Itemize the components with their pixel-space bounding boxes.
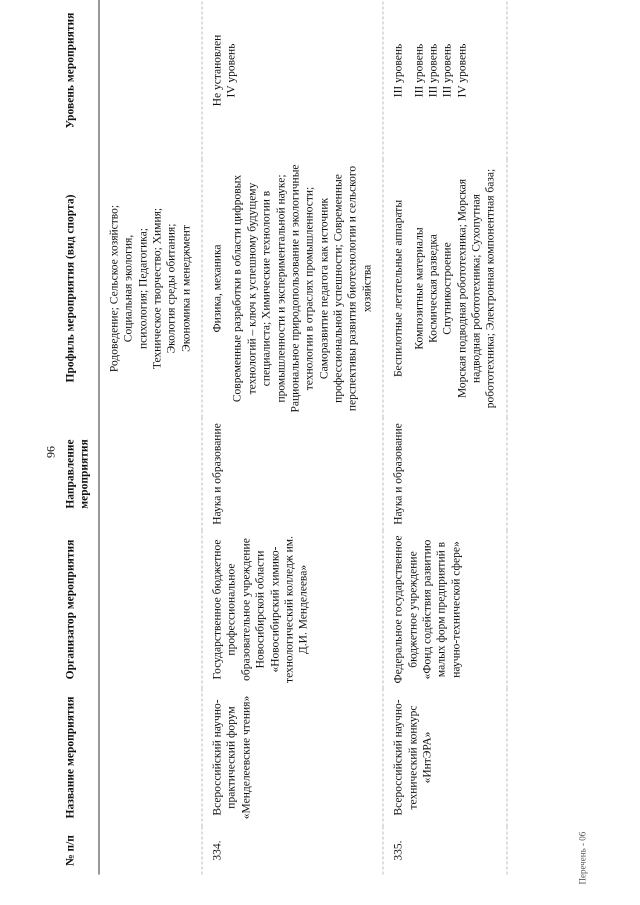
event-profile [383,160,507,418]
row-num: 335. [383,827,507,875]
header-organizer: Организатор мероприятия [58,531,99,689]
table-header-row [58,0,99,875]
events-table [58,0,508,875]
profile-item: Композитные материалы [413,227,425,350]
header-profile: Профиль мероприятия (вид спорта) [58,160,99,418]
table-row [383,0,507,875]
continuation-row [99,0,202,875]
profile-line: Экономика и менеджмент [180,225,193,352]
profile-item: Космическая разведка [427,234,440,343]
profile-line: психология; Педагогика; [137,227,149,350]
event-name: Всероссийский научно-технический конкурс «ИнтЭРА» [383,689,507,827]
profile-line: Экология среды обитания; [165,223,178,354]
footer-label: Перечень - 06 [577,831,588,885]
header-level: Уровень мероприятия [58,0,99,160]
level-item: Не установлен [211,34,224,107]
profile-item: Беспилотные летательные аппараты [392,199,405,378]
event-organizer: Государственное бюджетное профессиональное образовательное учреждение Новосибирской области «Новосибирский химико-технологический колледж им. Д.И. Менделеева» [202,531,383,689]
profile-item: Физика, механика [211,244,224,333]
profile-line: Техническое творчество; Химия; [151,207,164,370]
profile-line: Социальная экология, [122,234,135,343]
profile-item: Спутникостроение [441,242,454,335]
event-level [383,0,507,160]
header-num: № п/п [58,827,99,875]
level-item: III уровень [413,43,425,98]
page-number: 96 [43,446,58,458]
continuation-profile [99,160,202,418]
level-item: III уровень [427,43,440,98]
event-profile [202,160,383,418]
event-name: Всероссийский научно-практический форум «Менделеевские чтения» [202,689,383,827]
profile-item: Современные разработки в области цифровых технологий – ключ к успешному будущему специалиста; Химические технологии в промышленности и экспериментальной науке; Рациональное природопользование и экологичные технологии в отраслях промышленности; Саморазвитие педагога как источник профессиональной успешности; Современные перспективы развития биотехнологии и сельского хозяйства [231,164,374,413]
profile-item: Морская подводная робототехника; Морская надводная робототехника; Сухопутная робототехника; Электронная компонентная база; [456,168,497,409]
event-direction: Наука и образование [202,418,383,531]
level-item: III уровень [441,43,454,98]
level-item: IV уровень [225,43,238,98]
event-organizer: Федеральное государственное бюджетное учреждение «Фонд содействия развитию малых форм предприятий в научно-технической сфере» [383,531,507,689]
level-item: IV уровень [456,43,469,98]
header-direction: Направление мероприятия [58,418,99,531]
event-direction: Наука и образование [383,418,507,531]
header-name: Название мероприятия [58,689,99,827]
event-level [202,0,383,160]
level-item: III уровень [392,43,405,98]
rotated-page [38,12,603,885]
table-row [202,0,383,875]
row-num: 334. [202,827,383,875]
profile-line: Родоведение; Сельское хозяйство; [108,204,121,373]
